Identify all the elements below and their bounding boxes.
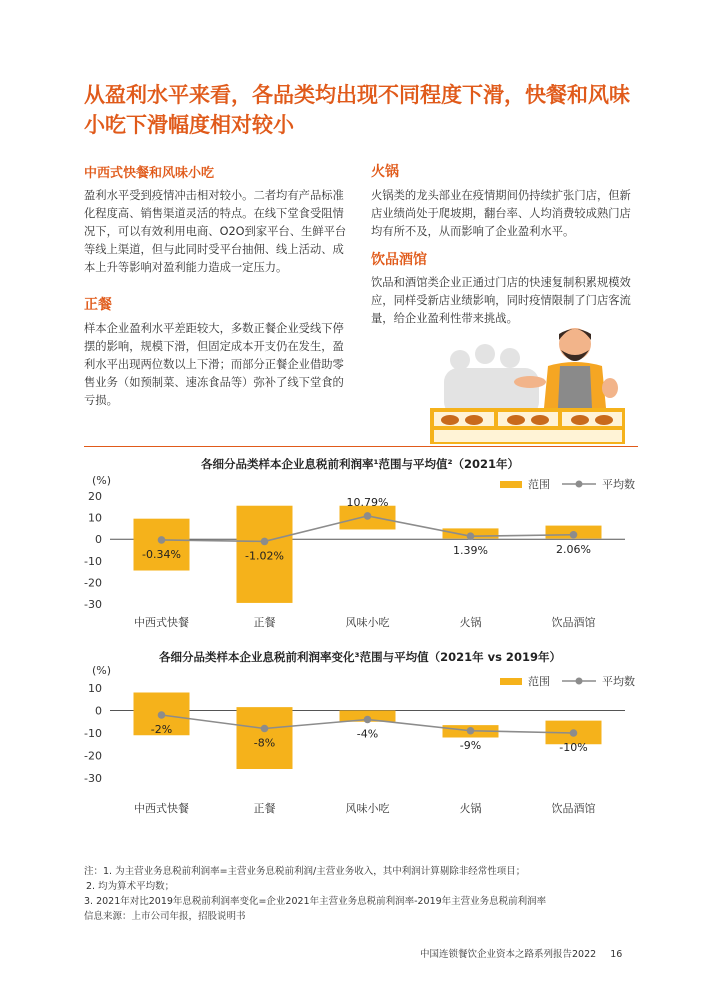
average-data-label: 1.39% [453,544,488,558]
chart1-title: 各细分品类样本企业息税前利润率¹范围与平均值²（2021年） [200,457,520,471]
y-tick-label: 0 [95,533,102,547]
chart2-legend [500,674,635,688]
category-label: 饮品酒馆 [551,802,596,815]
section-heading-hotpot: 火锅 [371,164,399,180]
range-bar [134,519,190,571]
category-label: 火锅 [459,616,482,629]
page-number: 16 [610,949,623,960]
legend-average-marker [576,481,583,488]
average-point [570,531,578,539]
chart1-legend [500,477,635,491]
category-label: 饮品酒馆 [551,616,596,629]
legend-average-label: 平均数 [602,478,635,491]
section-body-drinks: 饮品和酒馆类企业正通过门店的快速复制积累规模效应，同样受新店业绩影响，同时疫情限制了门店客流量，给企业盈利性带来挑战。 [371,276,631,325]
legend-average-marker [576,678,583,685]
legend-range-label: 范围 [528,675,550,688]
section-body-cn-fast-food: 盈利水平受到疫情冲击相对较小。二者均有产品标准化程度高、销售渠道灵活的特点。在线下堂食受阻情况下，可以有效利用电商、O2O到家平台、生鲜平台等线上渠道，但与此同时受平台抽佣、线上活动、成本上升等影响对盈利能力造成一定压力。 [84,189,347,274]
average-point [364,512,372,520]
chart2-ylabel: (%) [92,664,112,677]
average-point [467,532,475,540]
average-data-label: -0.34% [142,547,181,561]
section-heading-formal-dining: 正餐 [84,297,112,313]
average-data-label: 10.79% [346,495,389,509]
chart2-title: 各细分品类样本企业息税前利润率变化³范围与平均值（2021年 vs 2019年） [159,650,561,664]
average-point [364,716,372,724]
footnote-1: 注：1. 为主营业务息税前利润率=主营业务息税前利润/主营业务收入，其中利润计算剔除非经常性项目； [84,866,526,877]
report-name: 中国连锁餐饮企业资本之路系列报告2022 [420,949,597,960]
section-heading-cn-fast-food: 中西式快餐和风味小吃 [84,166,215,181]
average-point [570,729,578,737]
y-tick-label: -20 [84,576,102,590]
legend-range-label: 范围 [528,478,550,491]
chart-ebit-margin-change-2021-vs-2019 [70,662,650,830]
average-point [158,536,166,544]
section-divider [84,446,638,447]
source-note: 信息来源：上市公司年报，招股说明书 [84,911,246,922]
section-body-formal-dining: 样本企业盈利水平差距较大，多数正餐企业受线下停摆的影响，规模下滑，但固定成本开支仍在发生，盈利水平出现两位数以上下滑；而部分正餐企业借助零售业务（如预制菜、速冻食品等）弥补了线下堂食的亏损。 [84,322,344,407]
section-body-hotpot: 火锅类的龙头部业在疫情期间仍持续扩张门店，但新店业绩尚处于爬坡期，翻台率、人均消费较成熟门店均有所不及，从而影响了企业盈利水平。 [371,189,631,238]
average-point [261,725,269,733]
average-data-label: -10% [559,741,588,754]
y-tick-label: 20 [88,490,102,503]
section-heading-drinks: 饮品酒馆 [371,252,427,268]
y-tick-label: -30 [84,598,102,611]
legend-average-label: 平均数 [602,675,635,688]
category-label: 正餐 [253,616,276,629]
average-data-label: -8% [253,736,276,750]
legend-range-swatch [500,678,522,685]
average-point [261,538,269,546]
y-tick-label: -10 [84,727,102,740]
chart-ebit-margin-2021 [70,472,650,647]
average-data-label: -9% [459,738,482,752]
page-title: 从盈利水平来看，各品类均出现不同程度下滑，快餐和风味小吃下滑幅度相对较小 [84,83,630,137]
footnotes [84,864,546,924]
average-data-label: 2.06% [556,542,591,556]
y-tick-label: -10 [84,554,102,568]
chart1-ylabel: (%) [92,474,112,487]
y-tick-label: 0 [95,704,102,718]
category-label: 中西式快餐 [134,616,189,629]
category-label: 火锅 [459,802,482,815]
y-tick-label: 10 [88,682,102,695]
average-point [467,727,475,735]
legend-range-swatch [500,481,522,488]
average-data-label: -2% [150,723,173,736]
footnote-3: 3. 2021年对比2019年息税前利润率变化=企业2021年主营业务息税前利润率-2019年主营业务息税前利润率 [84,896,547,907]
page-footer [420,946,622,960]
y-tick-label: 10 [88,511,102,525]
category-label: 风味小吃 [345,802,390,815]
y-tick-label: -20 [84,749,102,763]
average-data-label: -4% [356,727,379,741]
chef-illustration [430,322,630,444]
average-point [158,711,166,719]
category-label: 中西式快餐 [134,802,189,815]
category-label: 风味小吃 [345,616,390,629]
category-label: 正餐 [253,802,276,815]
y-tick-label: -30 [84,772,102,785]
average-data-label: -1.02% [245,549,284,563]
footnote-2: 2. 均为算术平均数； [86,881,175,892]
